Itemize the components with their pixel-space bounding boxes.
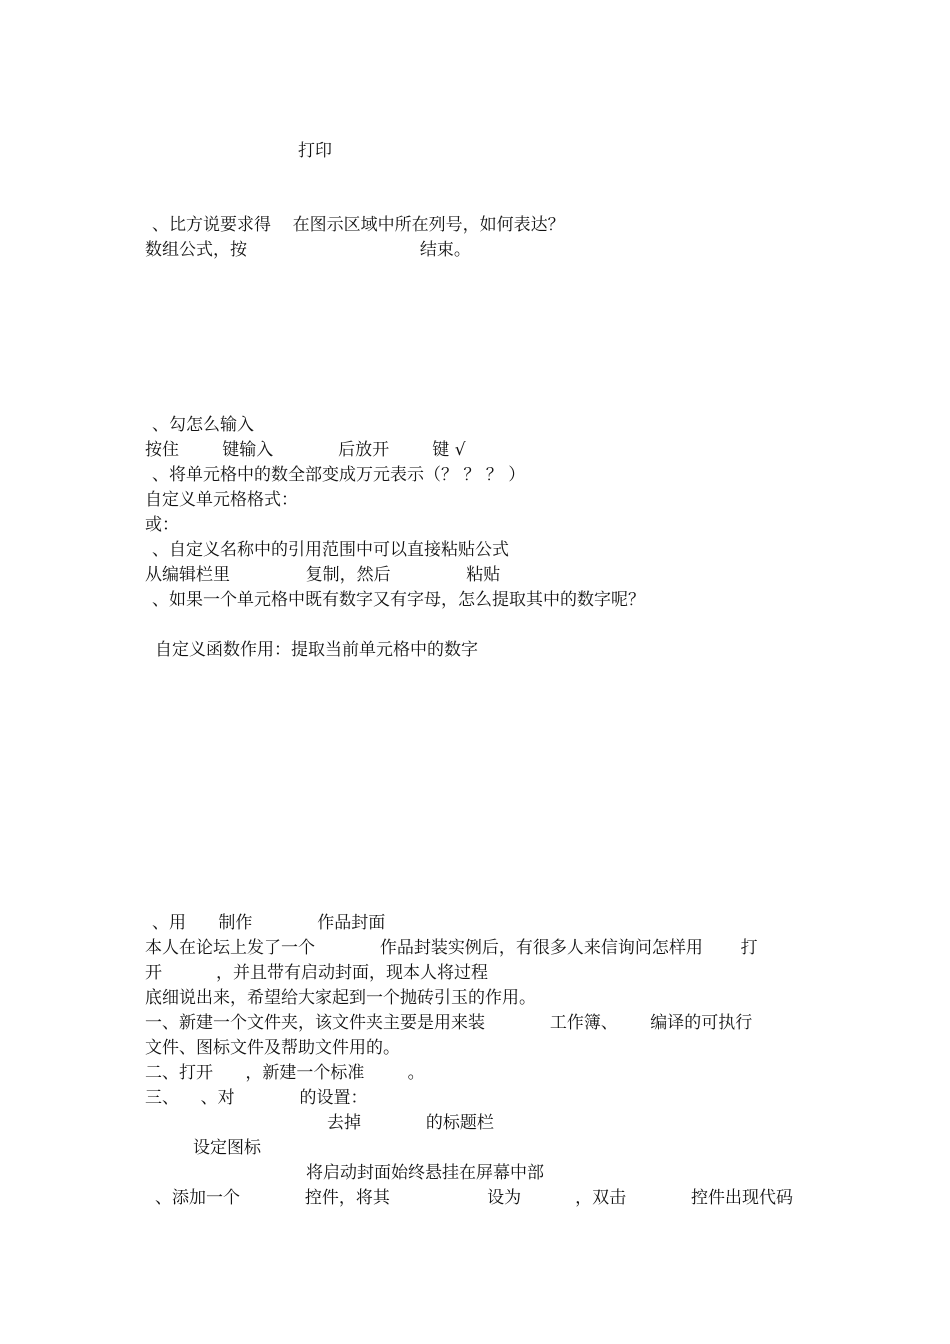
text-line-print: 打印	[298, 141, 332, 161]
text-line-intro-2: 开 ，并且带有启动封面，现本人将过程	[145, 963, 489, 983]
text-line-set-icon: 设定图标	[193, 1138, 261, 1158]
text-line-checkmark-answer: 按住 键输入 后放开 键 √	[145, 440, 466, 460]
text-line-step-1b: 文件、图标文件及帮助文件用的。	[145, 1038, 400, 1058]
text-line-add-control: 、添加一个 控件，将其 设为 ，双击 控件出现代码	[155, 1188, 793, 1208]
text-line-question-column: 、比方说要求得 在图示区域中所在列号，如何表达？	[152, 215, 565, 235]
text-line-remove-titlebar: 去掉 的标题栏	[327, 1113, 494, 1133]
text-line-center-cover: 将启动封面始终悬挂在屏幕中部	[306, 1163, 544, 1183]
text-line-or: 或：	[145, 515, 179, 535]
text-line-intro-1: 本人在论坛上发了一个 作品封装实例后，有很多人来信询问怎样用 打	[145, 938, 758, 958]
text-line-intro-3: 底细说出来，希望给大家起到一个抛砖引玉的作用。	[145, 988, 536, 1008]
text-line-extract-question: 、如果一个单元格中既有数字又有字母，怎么提取其中的数字呢？	[152, 590, 645, 610]
text-line-step-2: 二、打开 ，新建一个标准 。	[145, 1063, 425, 1083]
text-line-custom-format: 自定义单元格格式：	[145, 490, 298, 510]
text-line-step-3: 三、 、对 的设置：	[145, 1088, 368, 1108]
text-line-copy-paste: 从编辑栏里 复制，然后 粘贴	[145, 565, 501, 585]
text-line-wan-question: 、将单元格中的数全部变成万元表示（？ ？ ？ ）	[152, 465, 526, 485]
text-line-checkmark-question: 、勾怎么输入	[152, 415, 254, 435]
text-line-array-formula: 数组公式，按 结束。	[145, 240, 471, 260]
text-line-step-1a: 一、新建一个文件夹，该文件夹主要是用来装 工作簿、 编译的可执行	[145, 1013, 753, 1033]
text-line-cover-heading: 、用 制作 作品封面	[152, 913, 386, 933]
text-line-name-range: 、自定义名称中的引用范围中可以直接粘贴公式	[152, 540, 509, 560]
text-line-custom-function: 自定义函数作用：提取当前单元格中的数字	[155, 640, 478, 660]
